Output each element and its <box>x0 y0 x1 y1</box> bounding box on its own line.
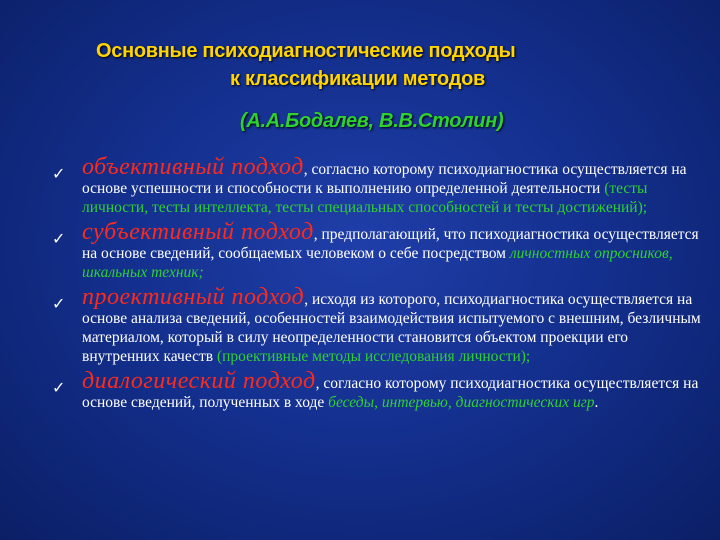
approach-highlight: беседы, интервью, диагностических игр <box>328 394 595 411</box>
approaches-list <box>52 154 702 418</box>
list-item <box>52 368 702 412</box>
list-item <box>52 284 702 366</box>
checkmark-icon: ✓ <box>52 164 66 183</box>
approach-name: проективный подход <box>82 284 305 310</box>
list-item <box>52 219 702 282</box>
approach-highlight: (тесты личности, тесты интеллекта, тесты специальных способностей и тесты достижений); <box>82 180 648 216</box>
approach-intro: , согласно которому психодиагностика <box>303 161 559 178</box>
title-authors: (А.А.Бодалев, В.В.Столин) <box>240 110 504 132</box>
approach-highlight: личностных опросников, шкальных техник; <box>82 245 673 281</box>
approach-intro: , согласно которому психодиагностика <box>315 375 571 392</box>
approach-text: осуществляется на основе сведений, полученных в ходе <box>82 375 699 411</box>
approach-text: осуществляется на основе анализа сведений, особенностей взаимодействия испытуемого с внешним, безличным материалом, который в силу неопределенности становится объектом проекции его внутренних качеств <box>82 291 701 365</box>
list-item <box>52 154 702 217</box>
checkmark-icon: ✓ <box>52 294 66 313</box>
approach-intro: , исходя из которого, психодиагностика <box>304 291 565 308</box>
approach-name: субъективный подход <box>82 219 314 245</box>
approach-name: объективный подход <box>82 154 304 180</box>
approach-name: диалогический подход <box>82 368 316 394</box>
checkmark-icon: ✓ <box>52 378 66 397</box>
approach-text: осуществляется на основе успешности и способности к выполнению определенной деятельности <box>82 161 687 197</box>
title-line-2: к классификации методов <box>230 68 486 90</box>
approach-highlight: (проективные методы исследования личности); <box>216 348 531 365</box>
approach-text: осуществляется на основе сведений, сообщаемых человеком о себе посредством <box>82 226 699 262</box>
approach-tail: . <box>594 394 599 411</box>
checkmark-icon: ✓ <box>52 229 66 248</box>
approach-intro: , предполагающий, что психодиагностика <box>313 226 590 243</box>
title-line-1: Основные психодиагностические подходы <box>96 40 516 62</box>
